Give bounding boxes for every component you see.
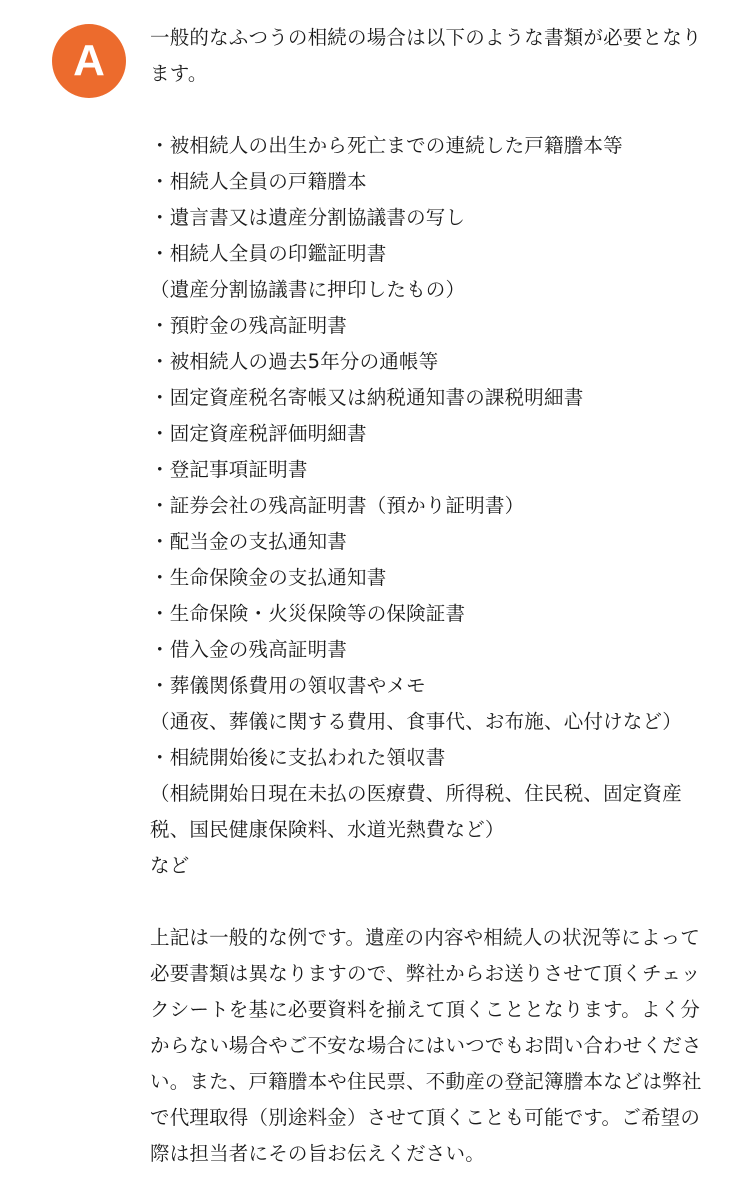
answer-badge-letter: A [73, 36, 105, 85]
list-item: ・配当金の支払通知書 [150, 530, 348, 553]
paragraph-spacer [150, 92, 710, 128]
list-item: ・被相続人の過去5年分の通帳等 [150, 350, 439, 373]
list-item-note: （相続開始日現在未払の医療費、所得税、住民税、固定資産税、国民健康保険料、水道光熱費など） [150, 782, 682, 841]
document-list [150, 128, 710, 884]
list-item: ・遺言書又は遺産分割協議書の写し [150, 206, 466, 229]
answer-text [150, 20, 710, 1172]
list-item-note: （遺産分割協議書に押印したもの） [150, 278, 466, 301]
list-item: ・証券会社の残高証明書（預かり証明書） [150, 494, 525, 517]
list-item: ・被相続人の出生から死亡までの連続した戸籍謄本等 [150, 134, 623, 157]
list-item: ・葬儀関係費用の領収書やメモ [150, 674, 426, 697]
list-item: ・借入金の残高証明書 [150, 638, 348, 661]
list-item: ・預貯金の残高証明書 [150, 314, 348, 337]
list-item: ・生命保険金の支払通知書 [150, 566, 387, 589]
paragraph-spacer [150, 884, 710, 920]
list-item: ・相続人全員の戸籍謄本 [150, 170, 367, 193]
list-item: ・固定資産税名寄帳又は納税通知書の課税明細書 [150, 386, 584, 409]
list-item: ・生命保険・火災保険等の保険証書 [150, 602, 466, 625]
closing-paragraph: 上記は一般的な例です。遺産の内容や相続人の状況等によって必要書類は異なりますので、弊社からお送りさせて頂くチェックシートを基に必要資料を揃えて頂くこととなります。よく分からない場合やご不安な場合にはいつでもお問い合わせください。また、戸籍謄本や住民票、不動産の登記簿謄本などは弊社で代理取得（別途料金）させて頂くことも可能です。ご希望の際は担当者にその旨お伝えください。 [150, 926, 702, 1165]
list-item: ・相続開始後に支払われた領収書 [150, 746, 446, 769]
list-item-note: （通夜、葬儀に関する費用、食事代、お布施、心付けなど） [150, 710, 682, 733]
answer-badge [52, 24, 126, 98]
intro-paragraph: 一般的なふつうの相続の場合は以下のような書類が必要となります。 [150, 26, 702, 85]
list-item: ・相続人全員の印鑑証明書 [150, 242, 387, 265]
list-item: ・登記事項証明書 [150, 458, 308, 481]
list-item-etc: など [150, 854, 190, 877]
list-item: ・固定資産税評価明細書 [150, 422, 367, 445]
